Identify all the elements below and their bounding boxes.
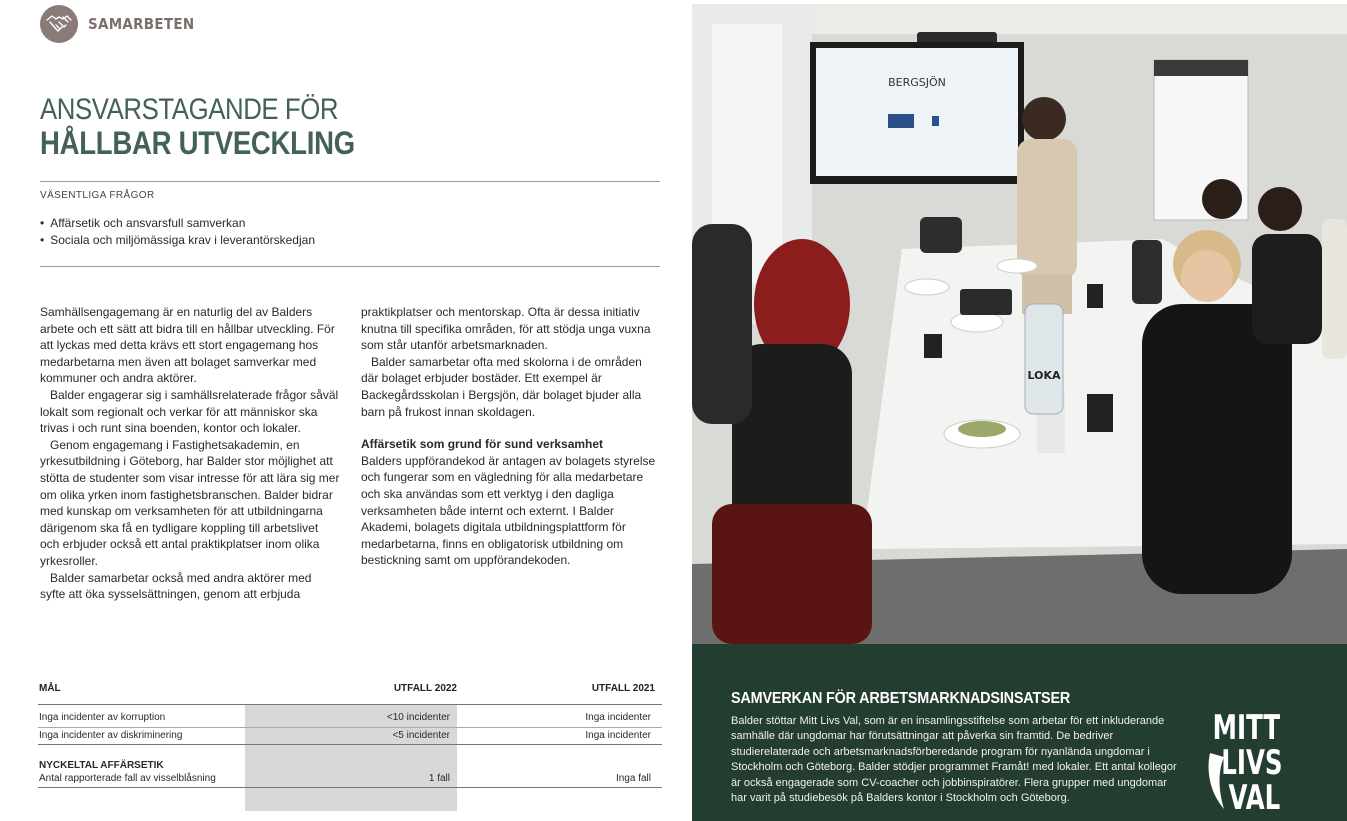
band-title: SAMVERKAN FÖR ARBETSMARKNADSINSATSER (731, 690, 1071, 707)
table-cell: Inga incidenter av diskriminering (39, 730, 183, 741)
table-cell: Inga incidenter av korruption (39, 712, 166, 723)
table-rule (38, 704, 662, 705)
section-header (40, 5, 206, 43)
bottle-label: LOKA (1027, 369, 1061, 382)
section-label: SAMARBETEN (88, 15, 195, 33)
paragraph: Balders uppförandekod är antagen av bolagets styrelse och fungerar som en vägledning för alla medarbetare och ska användas som ett verktyg i den dagliga verksamheten både internt och externt. I Balder Akademi, bolagets digitala utbildningsplattform för medarbetarna, finns en obligatorisk utbildning om bestickning samt om uppförandekoden. (361, 453, 656, 568)
paragraph: Genom engagemang i Fastighetsakademin, en yrkesutbildning i Göteborg, har Balder stor möjlighet att stötta de studenter som visar intresse för att lära sig mer om olika yrken inom fastighetsbranschen. Balder bidrar med kunskap om verksamheten för att utbildningarna därigenom ska få en tydligare koppling till arbetslivet och erbjuder också ett antal praktikplatser inom olika yrkesroller. (40, 437, 340, 568)
paragraph: Samhällsengagemang är en naturlig del av Balders arbete och ett sätt att bidra till en hållbar utveckling. För att lyckas med detta krävs ett stort engagemang hos medarbetarna men även att bolaget samverkar med kommuner och andra aktörer. (40, 305, 335, 386)
page-title-line1: ANSVARSTAGANDE FÖR (40, 93, 339, 126)
table-header-row (38, 683, 662, 701)
column-header-2021: UTFALL 2021 (591, 683, 655, 694)
paragraph: Balder samarbetar också med andra aktörer med syfte att öka sysselsättningen, genom att erbjuda (40, 570, 312, 602)
meeting-photo (692, 4, 1347, 644)
logo-line-3: VAL (1228, 778, 1281, 818)
logo-line-1: MITT (1212, 708, 1281, 748)
column-header-goal: MÅL (39, 683, 61, 694)
table-cell: <5 incidenter (392, 730, 450, 741)
column-header-2022: UTFALL 2022 (393, 683, 457, 694)
mitt-livs-val-logo (1204, 701, 1304, 821)
table-cell: Inga incidenter (585, 730, 651, 741)
table-row (38, 730, 662, 748)
table-cell: Inga fall (615, 773, 651, 784)
table-cell: Inga incidenter (585, 712, 651, 723)
list-item: • Affärsetik och ansvarsfull samverkan (40, 215, 315, 232)
divider (40, 181, 660, 182)
band-text: Balder stöttar Mitt Livs Val, som är en insamlingsstiftelse som arbetar för ett inkluderande samhälle där ungdomar har förutsättningar att påverka sin framtid. De bedriver studierelaterade och arbetsmarknadsförberedande program för nyanlända ungdomar i Stockholm och Göteborg. Balder stödjer programmet Framåt! med lokaler. Ett antal kollegor är också engagerade som CV-coacher och jobbinspiratörer. Flera grupper med ungdomar har varit på studiebesök på Balders kontor i Stockholm och Göteborg. (731, 715, 1177, 805)
paragraph: praktikplatser och mentorskap. Ofta är dessa initiativ knutna till specifika områden, för att stödja unga vuxna som står utanför arbetsmarknaden. (361, 305, 651, 353)
table-row (38, 773, 662, 791)
screen-text: BERGSJÖN (888, 76, 946, 89)
divider (40, 266, 660, 267)
body-column-1 (40, 304, 340, 603)
table-rule (38, 727, 662, 728)
info-band (692, 644, 1347, 821)
table-cell: 1 fall (428, 773, 450, 784)
kpi-heading: NYCKELTAL AFFÄRSETIK (39, 760, 164, 771)
goals-table (38, 683, 662, 791)
handshake-icon (40, 5, 78, 43)
table-rule (38, 744, 662, 745)
table-cell: <10 incidenter (386, 712, 450, 723)
body-column-2 (361, 304, 661, 569)
table-cell: Antal rapporterade fall av visselblåsning (39, 773, 216, 784)
table-rule (38, 787, 662, 788)
page-title-line2: HÅLLBAR UTVECKLING (40, 125, 355, 161)
subheading: Affärsetik som grund för sund verksamhet (361, 437, 604, 452)
right-page (692, 0, 1347, 821)
issues-heading: VÄSENTLIGA FRÅGOR (40, 190, 155, 201)
paragraph: Balder samarbetar ofta med skolorna i de områden där bolaget erbjuder bostäder. Ett exempel är Backegårdsskolan i Bergsjön, där bolaget bjuder alla barn på frukost innan skoldagen. (361, 354, 642, 419)
issues-list (40, 215, 315, 249)
list-item: • Sociala och miljömässiga krav i leverantörskedjan (40, 232, 315, 249)
logo-line-2: LIVS (1221, 743, 1283, 783)
paragraph: Balder engagerar sig i samhällsrelaterade frågor såväl lokalt som regionalt och verkar för att människor ska trivas i och runt sina boenden, kontor och lokaler. (40, 387, 339, 436)
